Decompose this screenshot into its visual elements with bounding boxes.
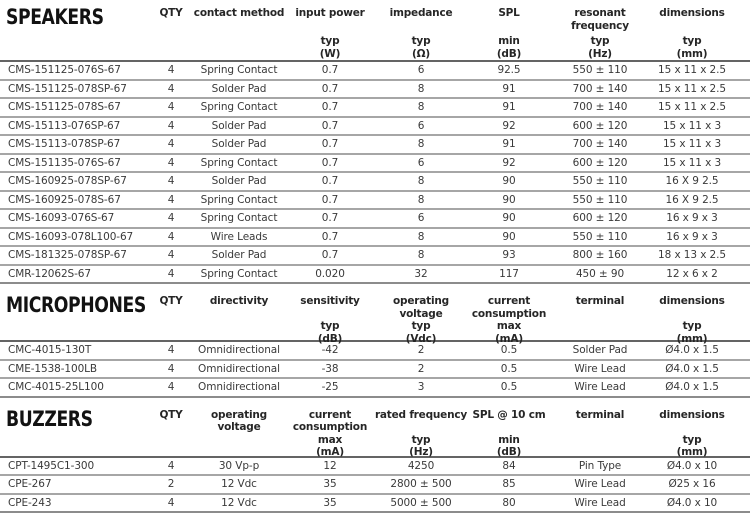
qty-value: 4 [167,496,175,509]
part-number: CMS-151125-078SP-67 [8,82,127,95]
part-number: CMC-4015-130T [8,344,92,357]
terminal-value: Pin Type [578,459,622,472]
column-unit: (Hz) [409,446,433,458]
contact-method-value: Solder Pad [211,249,267,262]
column-subheader [406,320,436,345]
column-subheader [318,320,342,345]
dimensions-value: Ø4.0 x 1.5 [665,362,719,375]
column-header-contact-method [192,4,286,60]
column-name: current consumption [471,295,547,320]
column-name: SPL @ 10 cm [472,408,546,421]
column-name: resonant frequency [571,7,629,32]
table-row [0,62,750,81]
qty-value: 4 [167,119,175,132]
column-qualifier: typ [590,35,610,47]
impedance-value: 8 [417,82,425,95]
input-power-value: 0.7 [321,82,339,95]
column-qualifier: typ [411,320,431,332]
column-unit: (Ω) [412,47,430,60]
column-header-operating-voltage [374,292,468,345]
qty-value: 4 [167,362,175,375]
spl-value: 92.5 [497,64,521,77]
input-power-value: 0.7 [321,212,339,225]
table-row [0,361,750,380]
dimensions-value: 16 x 9 x 3 [666,230,718,243]
column-name: operating voltage [211,408,267,433]
table-row [0,192,750,211]
spl-10-cm-value: 80 [502,496,516,509]
sensitivity-value: -38 [321,362,339,375]
table-row [0,342,750,361]
section-title-cell [0,406,150,459]
column-subheader [677,320,708,345]
part-number: CMS-160925-078SP-67 [8,175,127,188]
column-header-dimensions [650,292,750,345]
impedance-value: 8 [417,230,425,243]
column-subheader [320,35,341,60]
spl-value: 91 [502,101,516,114]
section-title-cell [0,292,150,345]
column-header-spl [468,4,550,60]
sensitivity-value: -25 [321,381,339,394]
spl-10-cm-value: 84 [502,459,516,472]
spl-value: 90 [502,193,516,206]
resonant-frequency-value: 550 ± 110 [572,64,628,77]
column-unit: (mm) [676,446,708,458]
contact-method-value: Spring Contact [200,64,278,77]
part-number: CMR-12062S-67 [8,267,91,280]
table-row [0,379,750,398]
section-title: BUZZERS [6,406,93,431]
rated-frequency-value: 2800 ± 500 [390,478,452,491]
column-header-operating-voltage [192,406,286,459]
column-subheader [316,434,344,459]
column-header-input-power [286,4,374,60]
input-power-value: 0.7 [321,230,339,243]
dimensions-value: 15 x 11 x 2.5 [658,101,726,114]
spl-value: 93 [502,249,516,262]
column-unit: (dB) [496,446,522,458]
column-header-qty [150,4,192,60]
current-consumption-value: 35 [323,478,337,491]
column-qualifier: typ [320,320,340,332]
column-qualifier: min [498,35,520,47]
table-row [0,210,750,229]
impedance-value: 6 [417,156,425,169]
input-power-value: 0.020 [315,267,345,280]
column-name: directivity [209,295,269,307]
impedance-value: 8 [417,138,425,151]
qty-value: 4 [167,156,175,169]
table-row [0,173,750,192]
table-row [0,247,750,266]
part-number: CMS-16093-076S-67 [8,212,115,225]
section-title: MICROPHONES [6,293,146,317]
spl-value: 91 [502,138,516,151]
column-unit: (Hz) [588,47,612,60]
input-power-value: 0.7 [321,119,339,132]
current-consumption-value: 0.5 [500,344,518,357]
column-unit: (dB) [317,332,343,345]
column-subheader [588,35,612,60]
section-microphones [0,292,750,398]
resonant-frequency-value: 450 ± 90 [575,267,625,280]
input-power-value: 0.7 [321,249,339,262]
column-header-qty [150,292,192,345]
dimensions-value: Ø25 x 16 [668,478,716,491]
impedance-value: 8 [417,175,425,188]
part-number: CMC-4015-25L100 [8,381,104,394]
dimensions-value: 16 X 9 2.5 [665,175,719,188]
column-subheader [497,434,521,459]
dimensions-value: 15 x 11 x 3 [662,138,722,151]
qty-value: 4 [167,344,175,357]
column-subheader [497,35,521,60]
section-header [0,4,750,62]
impedance-value: 8 [417,101,425,114]
dimensions-value: Ø4.0 x 1.5 [665,381,719,394]
part-number: CMS-181325-078SP-67 [8,249,127,262]
column-name: operating voltage [393,295,449,320]
operating-voltage-value: 12 Vdc [221,478,257,491]
column-name: impedance [389,7,453,19]
contact-method-value: Spring Contact [200,267,278,280]
section-header [0,406,750,458]
resonant-frequency-value: 550 ± 110 [572,193,628,206]
column-subheader [677,35,708,60]
resonant-frequency-value: 550 ± 110 [572,230,628,243]
column-qualifier: typ [682,320,702,332]
dimensions-value: 16 x 9 x 3 [666,212,718,225]
column-header-terminal [550,292,650,345]
section-buzzers [0,406,750,514]
table-row [0,266,750,285]
terminal-value: Wire Lead [574,496,626,509]
operating-voltage-value: 30 Vp-p [218,459,260,472]
impedance-value: 8 [417,249,425,262]
column-header-qty [150,406,192,459]
column-name: current consumption [292,408,368,433]
contact-method-value: Spring Contact [200,193,278,206]
spl-10-cm-value: 85 [502,478,516,491]
qty-value: 4 [167,267,175,280]
column-qualifier: typ [320,35,340,47]
terminal-value: Wire Lead [574,478,626,491]
column-unit: (mm) [676,47,708,60]
impedance-value: 8 [417,193,425,206]
terminal-value: Wire Lead [574,381,626,394]
operating-voltage-value: 2 [417,362,425,375]
contact-method-value: Solder Pad [211,119,267,132]
input-power-value: 0.7 [321,156,339,169]
sensitivity-value: -42 [321,344,339,357]
terminal-value: Solder Pad [572,344,628,357]
part-number: CPE-243 [8,496,52,509]
column-qualifier: typ [682,35,702,47]
column-unit: (mA) [316,446,344,458]
column-name: dimensions [659,295,725,307]
table-rows [0,458,750,514]
table-row [0,476,750,495]
column-name: sensitivity [300,295,360,307]
spl-value: 117 [499,267,519,280]
table-row [0,458,750,477]
column-unit: (mA) [495,332,523,345]
column-unit: (W) [319,47,341,60]
contact-method-value: Spring Contact [200,212,278,225]
table-row [0,99,750,118]
contact-method-value: Spring Contact [200,101,278,114]
column-name: QTY [159,295,183,307]
part-number: CPE-267 [8,478,52,491]
qty-value: 4 [167,193,175,206]
column-name: QTY [159,408,183,421]
column-header-sensitivity [286,292,374,345]
qty-value: 4 [167,249,175,262]
section-speakers [0,4,750,284]
column-subheader [409,434,433,459]
column-unit: (mm) [676,332,708,345]
spl-value: 90 [502,212,516,225]
contact-method-value: Spring Contact [200,156,278,169]
spec-sections [0,4,750,513]
dimensions-value: 18 x 13 x 2.5 [658,249,726,262]
spl-value: 91 [502,82,516,95]
dimensions-value: Ø4.0 x 1.5 [665,344,719,357]
contact-method-value: Solder Pad [211,138,267,151]
column-qualifier: typ [411,35,431,47]
current-consumption-value: 0.5 [500,381,518,394]
spl-value: 90 [502,230,516,243]
column-qualifier: max [317,433,343,446]
rated-frequency-value: 5000 ± 500 [390,496,452,509]
resonant-frequency-value: 600 ± 120 [572,212,628,225]
current-consumption-value: 35 [323,496,337,509]
part-number: CMS-160925-078S-67 [8,193,121,206]
column-name: input power [295,7,365,19]
table-row [0,495,750,514]
table-rows [0,342,750,398]
column-name: dimensions [659,7,725,19]
rated-frequency-value: 4250 [407,459,435,472]
dimensions-value: 15 x 11 x 2.5 [658,82,726,95]
qty-value: 4 [167,381,175,394]
column-unit: (dB) [496,47,522,60]
qty-value: 4 [167,459,175,472]
column-name: rated frequency [374,408,468,421]
dimensions-value: 15 x 11 x 3 [662,119,722,132]
resonant-frequency-value: 700 ± 140 [572,138,628,151]
column-header-directivity [192,292,286,345]
operating-voltage-value: 3 [417,381,425,394]
column-header-terminal [550,406,650,459]
operating-voltage-value: 2 [417,344,425,357]
input-power-value: 0.7 [321,175,339,188]
qty-value: 4 [167,101,175,114]
column-header-spl-10-cm [468,406,550,459]
column-name: dimensions [659,408,725,421]
spl-value: 90 [502,175,516,188]
qty-value: 4 [167,230,175,243]
contact-method-value: Wire Leads [210,230,268,243]
column-unit: (Vdc) [405,332,437,345]
column-qualifier: max [496,320,522,332]
section-title: SPEAKERS [6,5,104,29]
contact-method-value: Solder Pad [211,82,267,95]
column-name: contact method [193,7,285,19]
qty-value: 4 [167,175,175,188]
part-number: CPT-1495C1-300 [8,459,95,472]
column-header-impedance [374,4,468,60]
resonant-frequency-value: 700 ± 140 [572,101,628,114]
column-qualifier: min [498,433,520,446]
resonant-frequency-value: 700 ± 140 [572,82,628,95]
input-power-value: 0.7 [321,64,339,77]
column-name: QTY [159,7,183,19]
column-subheader [677,434,708,459]
part-number: CME-1538-100LB [8,362,98,375]
resonant-frequency-value: 800 ± 160 [572,249,628,262]
column-subheader [412,35,431,60]
part-number: CMS-151135-076S-67 [8,156,121,169]
directivity-value: Omnidirectional [198,362,280,375]
column-header-rated-frequency [374,406,468,459]
resonant-frequency-value: 550 ± 110 [572,175,628,188]
impedance-value: 6 [417,212,425,225]
dimensions-value: 12 x 6 x 2 [666,267,718,280]
table-row [0,118,750,137]
contact-method-value: Solder Pad [211,175,267,188]
part-number: CMS-16093-078L100-67 [8,230,134,243]
dimensions-value: Ø4.0 x 10 [666,496,718,509]
column-qualifier: typ [682,433,702,446]
dimensions-value: 15 x 11 x 3 [662,156,722,169]
dimensions-value: 16 X 9 2.5 [665,193,719,206]
dimensions-value: Ø4.0 x 10 [666,459,718,472]
column-header-dimensions [650,4,750,60]
part-number: CMS-15113-078SP-67 [8,138,121,151]
dimensions-value: 15 x 11 x 2.5 [658,64,726,77]
directivity-value: Omnidirectional [198,344,280,357]
impedance-value: 6 [417,64,425,77]
qty-value: 4 [167,64,175,77]
qty-value: 4 [167,82,175,95]
column-header-current-consumption [468,292,550,345]
terminal-value: Wire Lead [574,362,626,375]
resonant-frequency-value: 600 ± 120 [572,119,628,132]
qty-value: 4 [167,212,175,225]
input-power-value: 0.7 [321,101,339,114]
impedance-value: 6 [417,119,425,132]
part-number: CMS-151125-076S-67 [8,64,121,77]
resonant-frequency-value: 600 ± 120 [572,156,628,169]
column-subheader [495,320,523,345]
column-name: terminal [575,295,625,307]
input-power-value: 0.7 [321,193,339,206]
qty-value: 4 [167,138,175,151]
current-consumption-value: 12 [323,459,337,472]
column-header-current-consumption [286,406,374,459]
table-row [0,136,750,155]
column-name: SPL [498,7,520,19]
qty-value: 2 [167,478,175,491]
spl-value: 92 [502,156,516,169]
spl-value: 92 [502,119,516,132]
table-row [0,81,750,100]
operating-voltage-value: 12 Vdc [221,496,257,509]
table-row [0,229,750,248]
section-header [0,292,750,345]
input-power-value: 0.7 [321,138,339,151]
section-title-cell [0,4,150,60]
column-qualifier: typ [411,433,431,446]
table-rows [0,62,750,284]
column-header-dimensions [650,406,750,459]
current-consumption-value: 0.5 [500,362,518,375]
table-row [0,155,750,174]
column-header-resonant-frequency [550,4,650,60]
part-number: CMS-151125-078S-67 [8,101,121,114]
directivity-value: Omnidirectional [198,381,280,394]
part-number: CMS-15113-076SP-67 [8,119,121,132]
column-name: terminal [575,408,625,421]
impedance-value: 32 [414,267,428,280]
